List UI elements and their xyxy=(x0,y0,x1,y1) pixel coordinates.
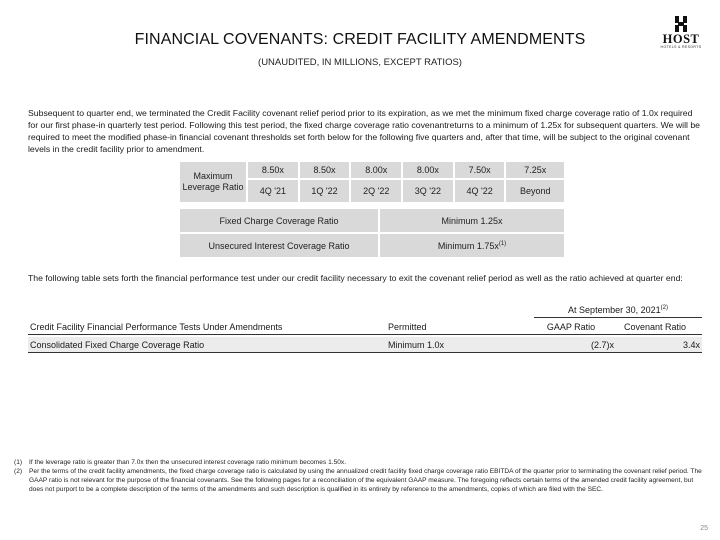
footnote-ref: (1) xyxy=(498,240,507,247)
leverage-ratio-row xyxy=(179,161,565,179)
page-subtitle: (UNAUDITED, IN MILLIONS, EXCEPT RATIOS) xyxy=(258,57,462,68)
leverage-period: 3Q '22 xyxy=(402,179,454,203)
leverage-ratio-value: 8.00x xyxy=(350,161,402,179)
footnote xyxy=(14,458,704,467)
footnote xyxy=(14,467,704,494)
footnotes xyxy=(14,458,704,494)
leverage-ratio-value: 7.50x xyxy=(454,161,506,179)
page-number: 25 xyxy=(700,525,708,532)
leverage-period: 1Q '22 xyxy=(299,179,351,203)
column-header-gaap-ratio: GAAP Ratio xyxy=(546,322,596,332)
coverage-row xyxy=(179,233,565,258)
leverage-ratio-value: 8.50x xyxy=(299,161,351,179)
coverage-row xyxy=(179,208,565,233)
covenant-ratio-cell: 3.4x xyxy=(682,340,700,350)
coverage-value-text: Minimum 1.75x xyxy=(437,240,499,251)
footnote-number: (1) xyxy=(14,459,23,466)
logo-tagline: HOTELS & RESORTS xyxy=(660,45,702,49)
coverage-label: Unsecured Interest Coverage Ratio xyxy=(179,233,379,258)
intro-paragraph: Subsequent to quarter end, we terminated the Credit Facility covenant relief period prior to its expiration, as we met the minimum fixed charge coverage ratio of 1.0x required for our first phase-in quarterly test period. Following this test period, the fixed charge coverage ratio covenantreturns to a minimum of 1.25x for subsequent quarters. We will be required to meet the modified phase-in financial covenant thresholds set forth below for the following five quarters and, after that time, will be subject to the original covenant levels in the credit facility prior to amendment. xyxy=(28,108,701,154)
leverage-ratio-value: 8.00x xyxy=(402,161,454,179)
column-header-test: Credit Facility Financial Performance Tests Under Amendments xyxy=(30,322,283,332)
logo-wordmark: HOST xyxy=(662,32,700,46)
performance-intro-paragraph: The following table sets forth the financial performance test under our credit facility necessary to exit the covenant relief period as well as the ratio achieved at quarter end: xyxy=(28,273,683,283)
leverage-ratio-value: 8.50x xyxy=(247,161,299,179)
leverage-period: 4Q '22 xyxy=(454,179,506,203)
leverage-ratio-table xyxy=(178,160,566,204)
column-header-permitted: Permitted xyxy=(388,322,427,332)
host-logo-mark-icon xyxy=(674,16,688,32)
leverage-ratio-header: Maximum Leverage Ratio xyxy=(179,161,247,203)
coverage-label: Fixed Charge Coverage Ratio xyxy=(179,208,379,233)
test-name-cell: Consolidated Fixed Charge Coverage Ratio xyxy=(30,340,205,350)
coverage-value-text: Minimum 1.25x xyxy=(441,215,503,226)
page-title: FINANCIAL COVENANTS: CREDIT FACILITY AMENDMENTS xyxy=(134,31,586,48)
column-header-covenant-ratio: Covenant Ratio xyxy=(623,322,687,332)
leverage-period: Beyond xyxy=(505,179,565,203)
group-header-text: At September 30, 2021 xyxy=(568,305,661,315)
permitted-cell: Minimum 1.0x xyxy=(388,340,445,350)
leverage-period: 4Q '21 xyxy=(247,179,299,203)
table-row xyxy=(28,337,702,353)
performance-header-row xyxy=(28,321,702,335)
coverage-ratio-table xyxy=(178,207,566,259)
footnote-ref: (2) xyxy=(660,305,668,311)
coverage-value xyxy=(379,208,565,233)
leverage-ratio-value: 7.25x xyxy=(505,161,565,179)
footnote-text: Per the terms of the credit facility amendments, the fixed charge coverage ratio is calculated by using the annualized credit facility fixed charge coverage ratio EBITDA of the quarter prior to terminating the covenant relief period. The GAAP ratio is not relevant for the purpose of the financial covenants. See the following pages for a reconciliation of the equivalent GAAP measure. The foregoing reflects certain terms of the amended credit facility agreement, but does not purport to be a complete description of the terms of the amendments and such description is qualified in its entirety by reference to the amendments, copies of which are filed with the SEC. xyxy=(29,468,702,493)
footnote-number: (2) xyxy=(14,468,23,475)
gaap-ratio-cell: (2.7)x xyxy=(590,340,614,350)
performance-group-header xyxy=(534,305,702,318)
footnote-text: If the leverage ratio is greater than 7.0x then the unsecured interest coverage ratio minimum becomes 1.50x. xyxy=(29,459,347,466)
leverage-period: 2Q '22 xyxy=(350,179,402,203)
coverage-value xyxy=(379,233,565,258)
